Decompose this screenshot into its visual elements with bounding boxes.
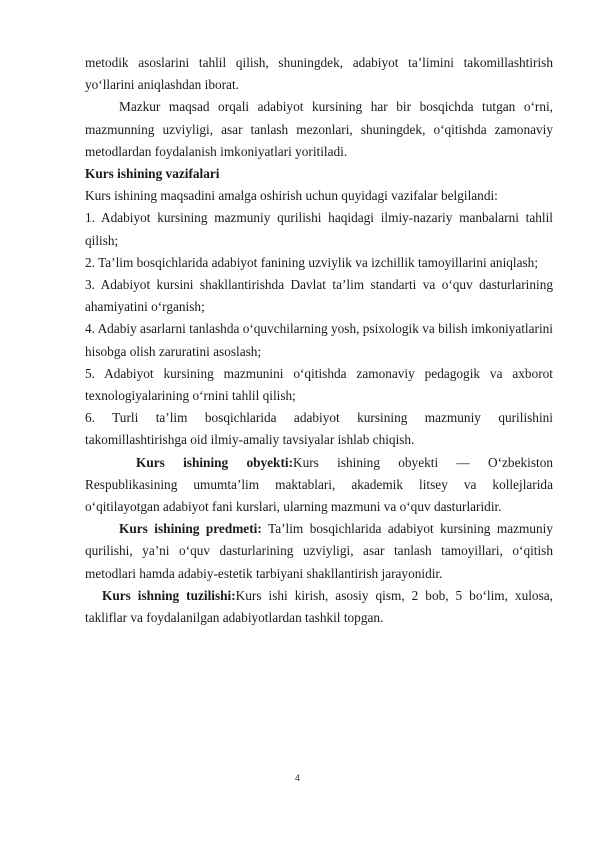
task-item-4: 4. Adabiy asarlarni tanlashda o‘quvchilarning yosh, psixologik va bilish imkoniyatlarini hisobga olish zaruratini asoslash; <box>85 321 553 359</box>
task-item-3: 3. Adabiyot kursini shakllantirishda Davlat ta’lim standarti va o‘quv dasturlarining ahamiyatini o‘rganish; <box>85 277 553 315</box>
paragraph-aim-continued: metodik asoslarini tahlil qilish, shuningdek, adabiyot ta’limini takomillashtirish yo‘llarini aniqlashdan iborat. <box>85 55 553 93</box>
object-text: Kurs ishining obyekti — O‘zbekiston Respublikasining umumta’lim maktablari, akademik litsey va kollejlarida o‘qitilayotgan adabiyot fani kurslari, ularning mazmuni va o‘quv dasturlaridir. <box>85 454 553 515</box>
subject-text: Ta’lim bosqichlarida adabiyot kursining mazmuniy qurilishi, ya’ni o‘quv dasturlarining uzviyligi, asar tanlash tamoyillari, o‘qitish metodlari hamda adabiy-estetik tarbiyani shakllantirish jarayonidir. <box>85 521 553 581</box>
paragraph-object <box>85 452 553 519</box>
paragraph-aim-detail: Mazkur maqsad orqali adabiyot kursining har bir bosqichda tutgan o‘rni, mazmunning uzviyligi, asar tanlash mezonlari, shuningdek, o‘qitishda zamonaviy metodlardan foydalanish imkoniyatlari yoritiladi. <box>85 99 553 159</box>
paragraph-structure <box>85 585 553 629</box>
task-item-6: 6. Turli ta’lim bosqichlarida adabiyot kursining mazmuniy qurilishini takomillashtirishga oid ilmiy-amaliy tavsiyalar ishlab chiqish. <box>85 410 553 448</box>
structure-label: Kurs ishning tuzilishi: <box>102 587 236 603</box>
subject-label: Kurs ishining predmeti: <box>119 521 262 537</box>
task-item-2: 2. Ta’lim bosqichlarida adabiyot fanining uzviylik va izchillik tamoyillarini aniqlash; <box>85 254 539 270</box>
tasks-intro: Kurs ishining maqsadini amalga oshirish uchun quyidagi vazifalar belgilandi: <box>85 188 498 204</box>
object-label: Kurs ishining obyekti: <box>136 454 293 470</box>
section-heading-tasks: Kurs ishining vazifalari <box>85 166 220 182</box>
task-item-1: 1. Adabiyot kursining mazmuniy qurilishi haqidagi ilmiy-nazariy manbalarni tahlil qilish; <box>85 210 553 248</box>
page-number: 4 <box>294 773 300 783</box>
task-item-5: 5. Adabiyot kursining mazmunini o‘qitishda zamonaviy pedagogik va axborot texnologiyalarining o‘rnini tahlil qilish; <box>85 365 553 404</box>
document-page <box>85 52 553 629</box>
paragraph-subject <box>85 518 553 585</box>
structure-text: Kurs ishi kirish, asosiy qism, 2 bob, 5 bo‘lim, xulosa, takliflar va foydalanilgan adabiyotlardan tashkil topgan. <box>85 587 553 626</box>
